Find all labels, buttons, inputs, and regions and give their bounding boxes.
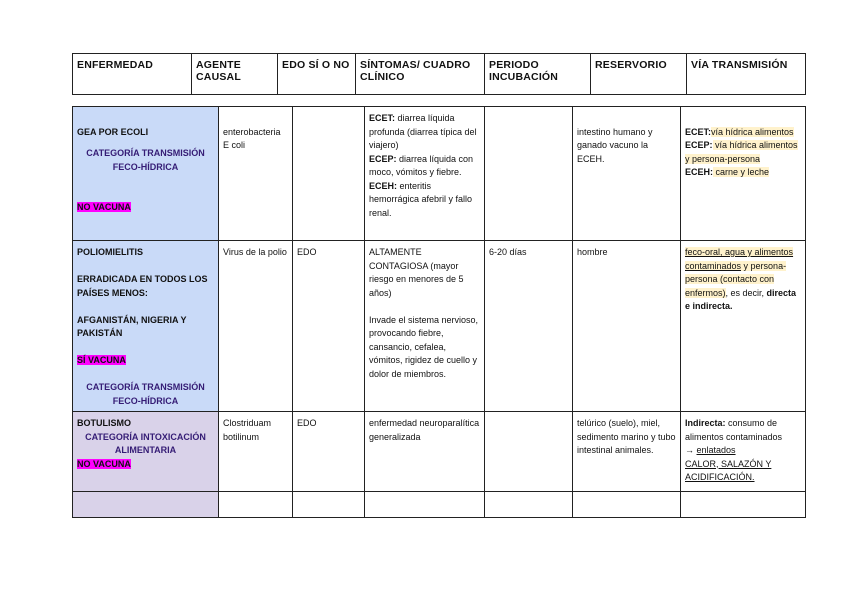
table-row-botulismo [73,412,806,492]
eceh-symptoms: enteritis hemorrágica afebril y fallo renal. [369,180,473,218]
category-label: CATEGORÍA TRANSMISIÓN FECO-HÍDRICA [86,382,205,406]
header-row [73,54,806,95]
vaccine-badge: SÍ VACUNA [77,355,126,365]
reservoir-cell [573,107,681,241]
agent-text: enterobacteria E coli [223,126,281,150]
ecet-label: ECET: [369,113,396,123]
ecep-transmission-label: ECEP: [685,140,713,150]
empty-disease-cell [73,492,219,518]
ecep-symptoms: diarrea líquida con moco, vómitos y fiebre. [369,153,474,177]
header-edo: EDO SÍ O NO [278,54,356,95]
disease-table [72,106,806,518]
disease-name: BOTULISMO [77,418,131,428]
arrow-icon: → [685,445,697,455]
empty-cell [573,492,681,518]
transmission-type: directa e indirecta. [685,287,797,311]
symptoms-contagious: ALTAMENTE CONTAGIOSA (mayor riesgo en menores de 5 años) [369,247,464,298]
disease-cell-botulismo [73,412,219,492]
edo-cell [293,107,365,241]
vaccine-badge: NO VACUNA [77,202,131,212]
incubation-cell [485,107,573,241]
empty-cell [485,492,573,518]
table-row-empty [73,492,806,518]
incubation-cell: 6-20 días [485,241,573,412]
empty-cell [293,492,365,518]
transmission-text: consumo de alimentos contaminados [685,418,783,442]
ecep-transmission: vía hídrica alimentos y persona-persona [685,140,798,164]
ecep-label: ECEP: [369,153,397,164]
symptoms-cell [365,107,485,241]
category-label: CATEGORÍA TRANSMISIÓN FECO-HÍDRICA [86,148,205,172]
empty-cell [219,492,293,518]
canned-foods: enlatados [696,445,736,455]
transmission-cell [681,107,806,241]
reservoir-cell: hombre [573,241,681,412]
empty-cell [681,492,806,518]
header-enfermedad: ENFERMEDAD [73,54,192,95]
countries-list: AFGANISTÁN, NIGERIA Y PAKISTÁN [77,314,187,338]
agent-cell: Virus de la polio [219,241,293,412]
header-reservorio: RESERVORIO [591,54,687,95]
disease-name: GEA POR ECOLI [77,126,149,137]
edo-cell: EDO [293,412,365,492]
symptoms-cell: enfermedad neuroparalítica generalizada [365,412,485,492]
edo-cell: EDO [293,241,365,412]
header-agente-causal: AGENTE CAUSAL [192,54,278,95]
eceh-transmission: carne y leche [713,167,770,177]
transmission-persona: y persona-persona (contacto con enfermos) [685,260,787,298]
symptoms-description: Invade el sistema nervioso, provocando fiebre, cansancio, cefalea, vómitos, rigidez de cuello y dolor de miembros. [369,314,479,379]
symptoms-cell [365,241,485,412]
vaccine-badge: NO VACUNA [77,458,131,469]
table-row-polio [73,241,806,412]
header-sintomas: SÍNTOMAS/ CUADRO CLÍNICO [356,54,485,95]
reservoir-cell: telúrico (suelo), miel, sedimento marino y tubo intestinal animales. [573,412,681,492]
eceh-label: ECEH: [369,180,398,191]
transmission-cell [681,412,806,492]
transmission-connector: , es decir, [725,287,767,298]
ecet-symptoms: diarrea líquida profunda (diarrea típica del viajero) [369,113,477,150]
header-table [72,53,806,95]
category-label: CATEGORÍA INTOXICACIÓN ALIMENTARIA [85,431,206,455]
reservoir-text: intestino humano y ganado vacuno la ECEH. [577,126,653,164]
empty-cell [365,492,485,518]
header-via-transmision: VÍA TRANSMISIÓN [687,54,806,95]
ecet-transmission-label: ECET: [685,126,712,137]
disease-name: POLIOMIELITIS [77,247,144,257]
incubation-cell [485,412,573,492]
transmission-feco-oral: feco-oral, agua y alimentos contaminados [685,247,794,271]
eradicated-note: ERRADICADA EN TODOS LOS PAÍSES MENOS: [77,274,208,298]
header-periodo-incubacion: PERIODO INCUBACIÓN [485,54,591,95]
agent-cell [219,107,293,241]
agent-cell: Clostriduam botilinum [219,412,293,492]
table-row-ecoli [73,107,806,241]
disease-cell-ecoli [73,107,219,241]
eceh-transmission-label: ECEH: [685,167,714,177]
prevention-methods: CALOR, SALAZÓN Y ACIDIFICACIÓN. [685,458,772,482]
transmission-label: Indirecta: [685,418,726,428]
ecet-transmission: vía hídrica alimentos [711,126,794,137]
transmission-cell [681,241,806,412]
disease-cell-polio [73,241,219,412]
